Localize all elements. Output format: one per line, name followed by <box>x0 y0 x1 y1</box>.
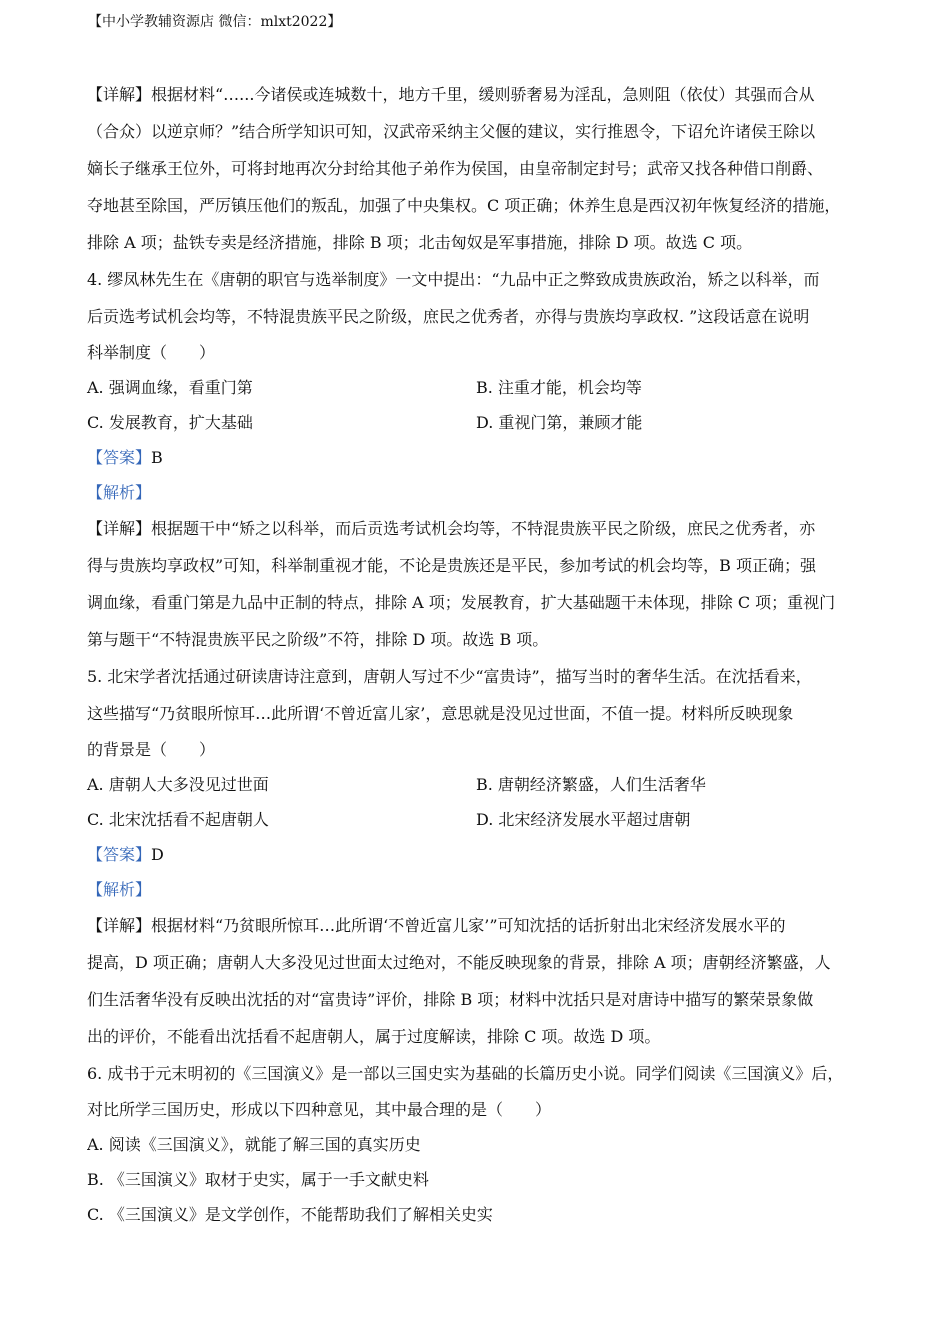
option-b: B. 《三国演义》取材于史实，属于一手文献史料 <box>87 1170 429 1189</box>
detail-line: （合众）以逆京师？”结合所学知识可知，汉武帝采纳主父偃的建议，实行推恩令，下诏允许诸侯王除以 <box>87 122 816 141</box>
option-a: A. 阅读《三国演义》，就能了解三国的真实历史 <box>87 1135 421 1154</box>
question-stem-line: 后贡选考试机会均等，不特混贵族平民之阶级，庶民之优秀者，亦得与贵族均享政权. ”这段话意在说明 <box>87 307 810 326</box>
option-d: D. 重视门第，兼顾才能 <box>476 413 643 432</box>
detail-line: 调血缘，看重门第是九品中正制的特点，排除 A 项；发展教育，扩大基础题干未体现，排除 C 项；重视门 <box>87 593 836 612</box>
question-stem-line: 科举制度（ ） <box>87 343 216 362</box>
option-d: D. 北宋经济发展水平超过唐朝 <box>476 810 691 829</box>
detail-line: 【详解】根据材料“乃贫眼所惊耳…此所谓‘不曾近富儿家’”可知沈括的话折射出北宋经济发展水平的 <box>87 916 786 935</box>
document-body <box>87 76 867 1232</box>
answer-value: D <box>151 845 164 864</box>
detail-line: 提高，D 项正确；唐朝人大多没见过世面太过绝对，不能反映现象的背景，排除 A 项；唐朝经济繁盛，人 <box>87 953 831 972</box>
detail-line: 出的评价，不能看出沈括看不起唐朝人，属于过度解读，排除 C 项。故选 D 项。 <box>87 1027 661 1046</box>
option-c: C. 《三国演义》是文学创作，不能帮助我们了解相关史实 <box>87 1205 493 1224</box>
option-b: B. 注重才能，机会均等 <box>476 378 642 397</box>
detail-line: 嫡长子继承王位外，可将封地再次分封给其他子弟作为侯国，由皇帝制定封号；武帝又找各种借口削爵、 <box>87 159 824 178</box>
question-stem-line: 6. 成书于元末明初的《三国演义》是一部以三国史实为基础的长篇历史小说。同学们阅读《三国演义》后， <box>87 1064 844 1083</box>
detail-line: 【详解】根据题干中“矫之以科举，而后贡选考试机会均等，不特混贵族平民之阶级，庶民之优秀者，亦 <box>87 519 816 538</box>
page-header: 【中小学教辅资源店 微信：mlxt2022】 <box>88 14 342 30</box>
answer-line <box>87 440 867 475</box>
question-stem-line: 4. 缪凤林先生在《唐朝的职官与选举制度》一文中提出：“九品中正之弊致成贵族政治，矫之以科举，而 <box>87 270 820 289</box>
detail-line: 排除 A 项；盐铁专卖是经济措施，排除 B 项；北击匈奴是军事措施，排除 D 项。故选 C 项。 <box>87 233 753 252</box>
detail-line: 得与贵族均享政权”可知，科举制重视才能，不论是贵族还是平民，参加考试的机会均等，B 项正确；强 <box>87 556 817 575</box>
analysis-tag: 【解析】 <box>87 880 152 899</box>
option-c: C. 发展教育，扩大基础 <box>87 413 253 432</box>
option-b: B. 唐朝经济繁盛，人们生活奢华 <box>476 775 706 794</box>
detail-line: 夺地甚至除国，严厉镇压他们的叛乱，加强了中央集权。C 项正确；休养生息是西汉初年恢复经济的措施， <box>87 196 841 215</box>
question-stem-line: 对比所学三国历史，形成以下四种意见，其中最合理的是（ ） <box>87 1100 552 1119</box>
question-stem-line: 5. 北宋学者沈括通过研读唐诗注意到，唐朝人写过不少“富贵诗”，描写当时的奢华生活。在沈括看来， <box>87 667 812 686</box>
question-6 <box>87 1055 867 1232</box>
options-row <box>87 767 867 802</box>
question-stem-line: 这些描写“乃贫眼所惊耳…此所谓‘不曾近富儿家’，意思就是没见过世面，不值一提。材料所反映现象 <box>87 704 794 723</box>
detail-line: 【详解】根据材料“…...今诸侯或连城数十，地方千里，缓则骄奢易为淫乱，急则阻（依仗）其强而合从 <box>87 85 815 104</box>
option-c: C. 北宋沈括看不起唐朝人 <box>87 810 269 829</box>
option-a: A. 唐朝人大多没见过世面 <box>87 775 269 794</box>
question-stem-line: 的背景是（ ） <box>87 740 216 759</box>
detail-line: 们生活奢华没有反映出沈括的对“富贵诗”评价，排除 B 项；材料中沈括只是对唐诗中描写的繁荣景象做 <box>87 990 814 1009</box>
answer-tag: 【答案】 <box>87 845 152 864</box>
options-row <box>87 370 867 405</box>
analysis-tag: 【解析】 <box>87 483 152 502</box>
question-5 <box>87 658 867 1055</box>
answer-tag: 【答案】 <box>87 448 152 467</box>
options-row <box>87 405 867 440</box>
answer-line <box>87 837 867 872</box>
q3-detail <box>87 76 867 261</box>
options-row <box>87 802 867 837</box>
option-a: A. 强调血缘，看重门第 <box>87 378 253 397</box>
question-4 <box>87 261 867 658</box>
answer-value: B <box>151 448 163 467</box>
detail-line: 第与题干“不特混贵族平民之阶级”不符，排除 D 项。故选 B 项。 <box>87 630 549 649</box>
